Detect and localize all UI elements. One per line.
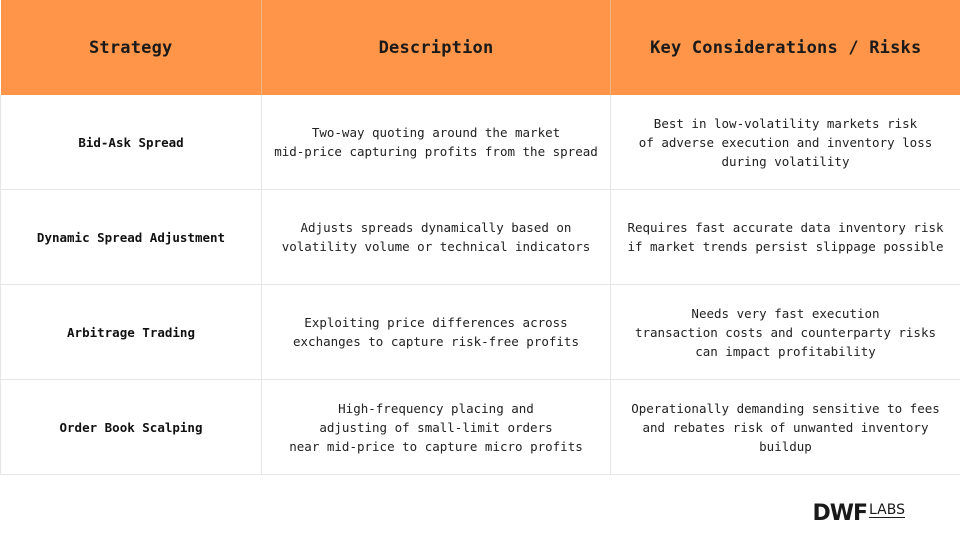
table-row <box>1 95 960 190</box>
logo-main-text: DWF <box>812 501 868 526</box>
strategy-cell: Order Book Scalping <box>1 380 262 475</box>
header-risks: Key Considerations / Risks <box>611 0 960 95</box>
risks-cell: Operationally demanding sensitive to fees and rebates risk of unwanted inventory buildup <box>611 380 960 475</box>
table-body <box>1 95 960 475</box>
dwf-labs-logo <box>812 503 905 525</box>
logo-sub-text: LABS <box>869 502 905 518</box>
table-row <box>1 285 960 380</box>
strategy-cell: Arbitrage Trading <box>1 285 262 380</box>
risks-cell: Best in low-volatility markets risk of adverse execution and inventory loss during volatility <box>611 95 960 190</box>
strategy-cell: Dynamic Spread Adjustment <box>1 190 262 285</box>
table-header <box>1 0 960 95</box>
header-description: Description <box>262 0 611 95</box>
header-row <box>1 0 960 95</box>
description-cell: Two-way quoting around the market mid-price capturing profits from the spread <box>262 95 611 190</box>
strategy-cell: Bid-Ask Spread <box>1 95 262 190</box>
header-strategy: Strategy <box>1 0 262 95</box>
table-row <box>1 190 960 285</box>
risks-cell: Requires fast accurate data inventory risk if market trends persist slippage possible <box>611 190 960 285</box>
description-cell: Exploiting price differences across exchanges to capture risk-free profits <box>262 285 611 380</box>
table-row <box>1 380 960 475</box>
description-cell: Adjusts spreads dynamically based on volatility volume or technical indicators <box>262 190 611 285</box>
risks-cell: Needs very fast execution transaction costs and counterparty risks can impact profitability <box>611 285 960 380</box>
description-cell: High-frequency placing and adjusting of small-limit orders near mid-price to capture micro profits <box>262 380 611 475</box>
